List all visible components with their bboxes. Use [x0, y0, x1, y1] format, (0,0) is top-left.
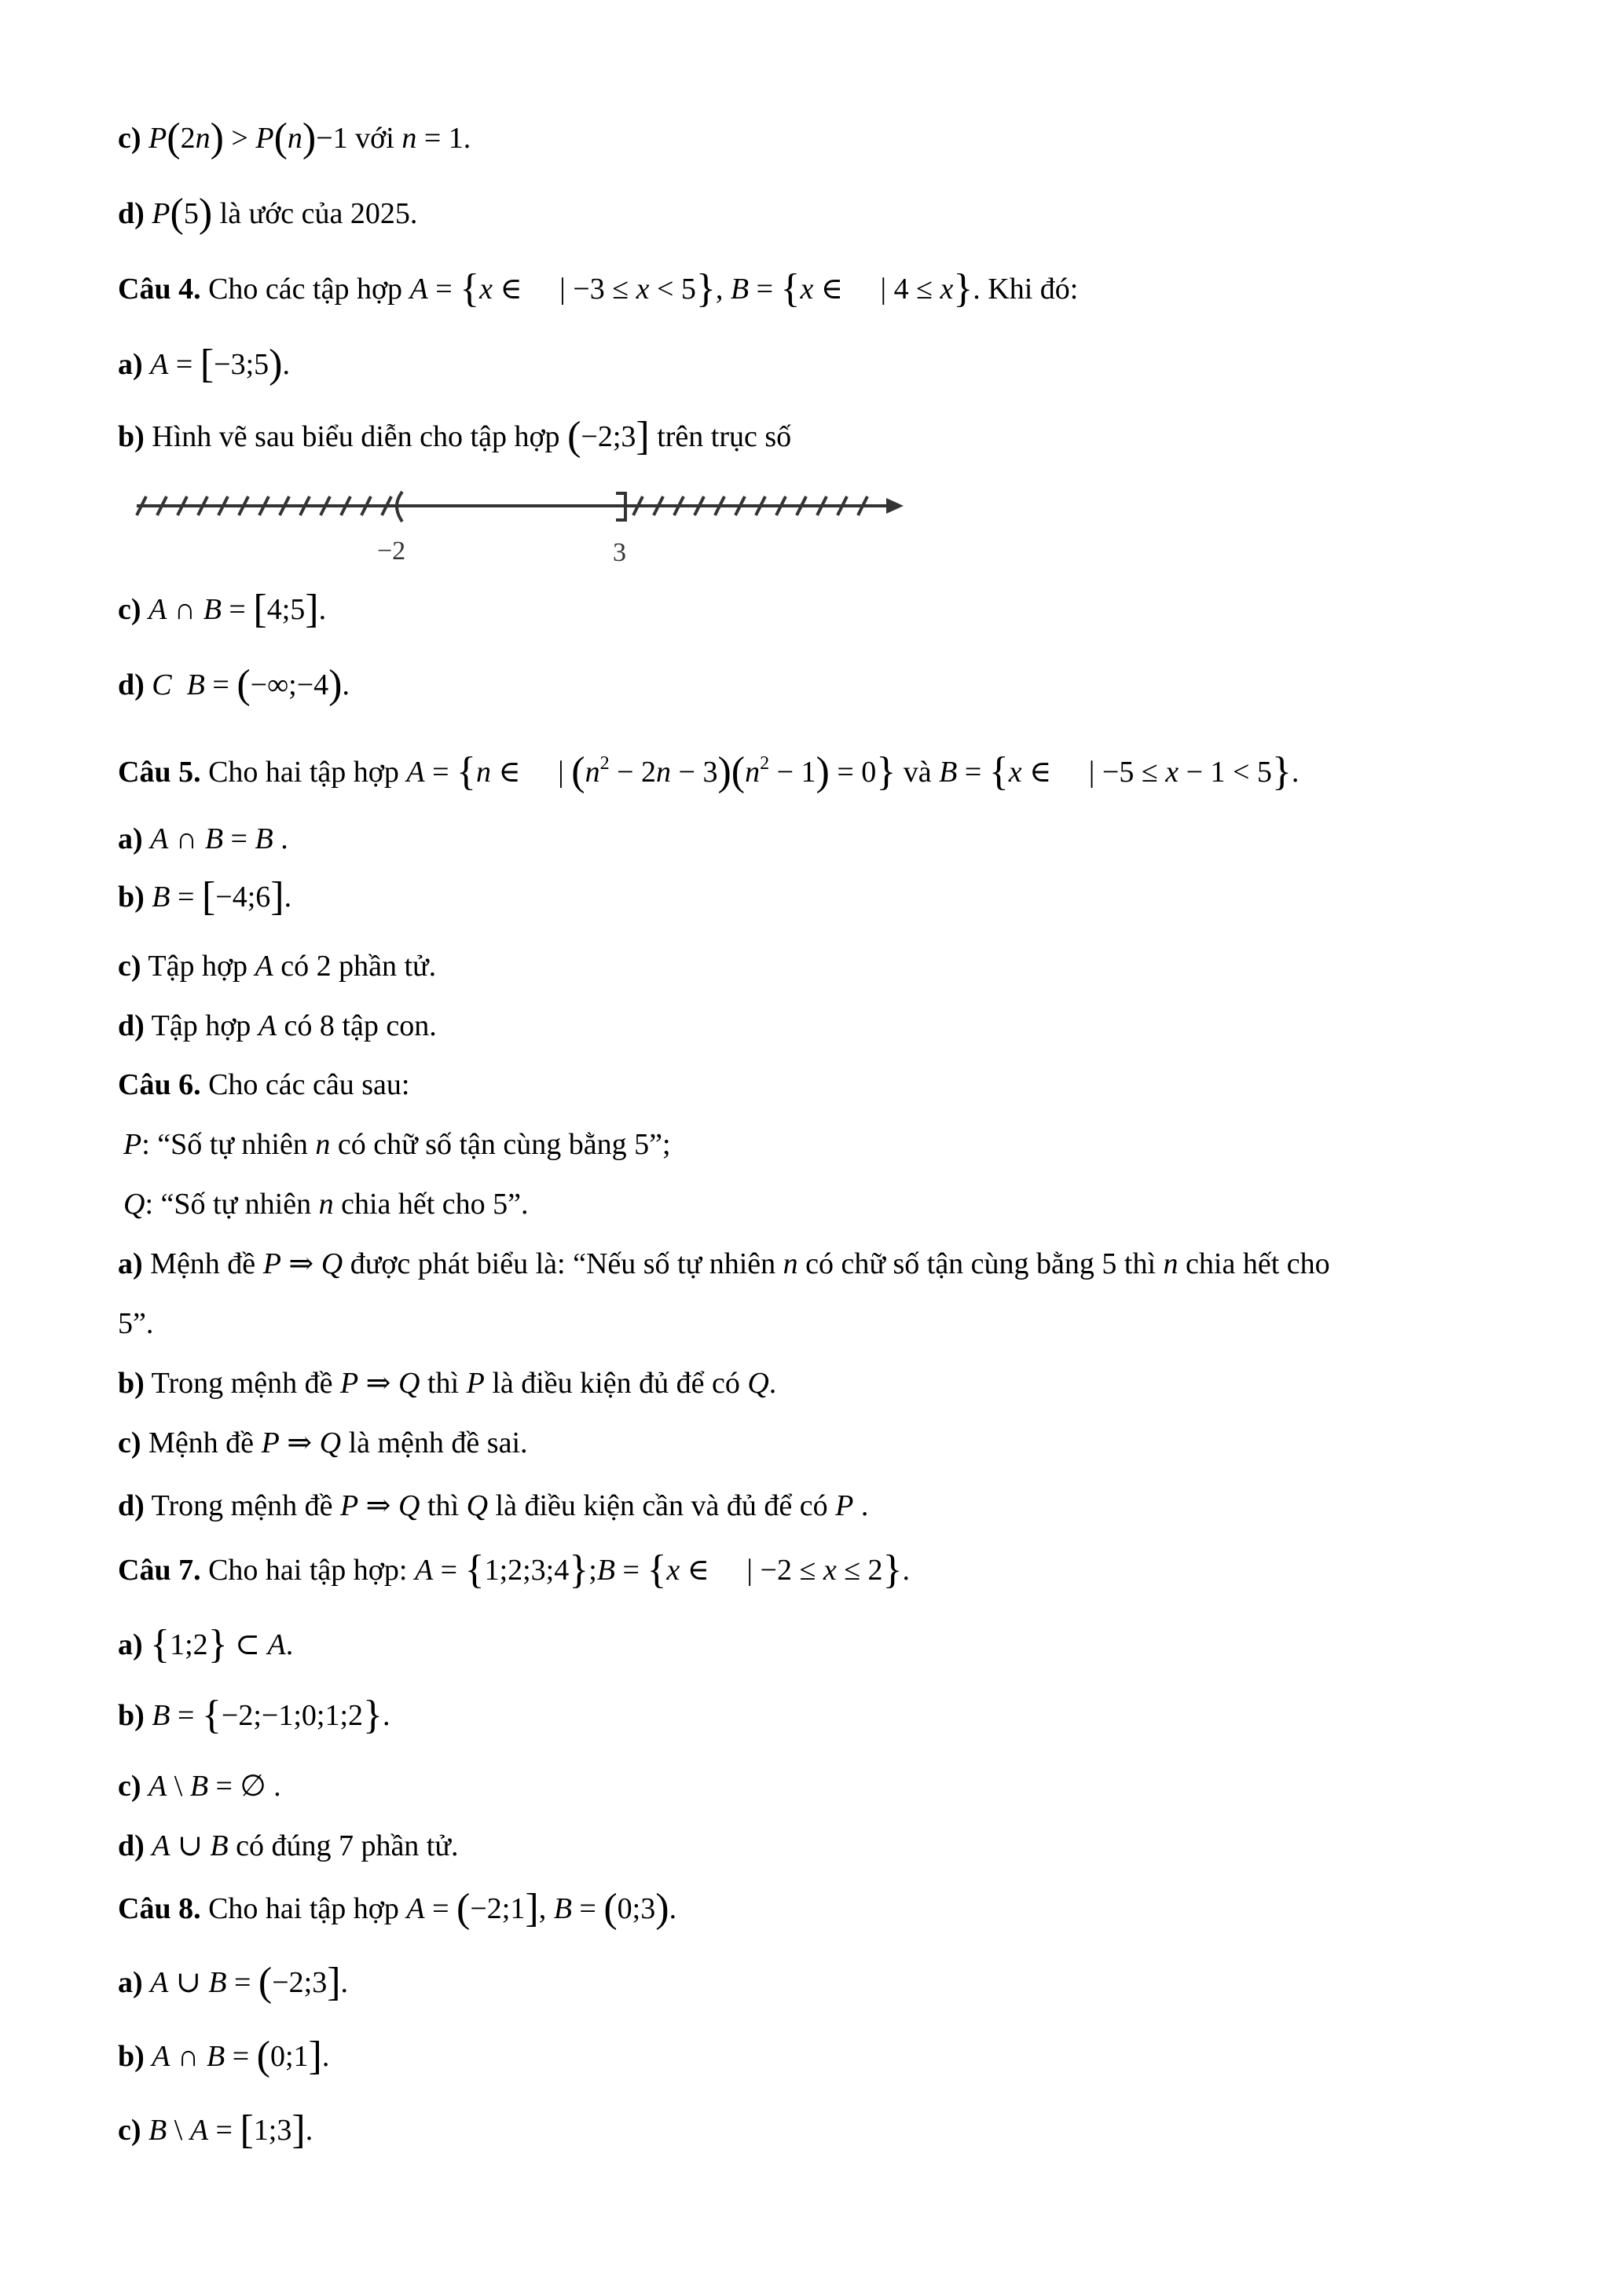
q7-item-c: c) A \ B = ∅ .: [118, 1770, 281, 1803]
question-label: Câu 8.: [118, 1892, 201, 1925]
q4-item-c: c) A ∩ B = [4;5].: [118, 587, 327, 632]
item-label: d): [118, 668, 145, 701]
item-label: b): [118, 881, 145, 914]
item-label: a): [118, 822, 143, 855]
q6-item-b: b) Trong mệnh đề P ⇒ Q thì P là điều kiện đủ để có Q.: [118, 1367, 777, 1400]
q4-item-a: a) A = [−3;5).: [118, 342, 290, 386]
item-label: c): [118, 1770, 141, 1803]
q7-item-d: d) A ∪ B có đúng 7 phần tử.: [118, 1829, 459, 1862]
q7-stem: Câu 7. Cho hai tập hợp: A = {1;2;3;4};B = {x ∈ | −2 ≤ x ≤ 2}.: [118, 1547, 911, 1592]
q7-item-b: b) B = {−2;−1;0;1;2}.: [118, 1693, 390, 1738]
q8-item-c: c) B \ A = [1;3].: [118, 2107, 313, 2152]
q5-item-a: a) A ∩ B = B .: [118, 822, 288, 855]
tick-label-left: −2: [377, 536, 406, 566]
item-label: b): [118, 1699, 145, 1732]
item-label: d): [118, 1829, 145, 1862]
item-label: c): [118, 2114, 141, 2147]
item-label: d): [118, 197, 145, 230]
item-label: c): [118, 593, 141, 626]
item-label: c): [118, 950, 141, 983]
item-label: b): [118, 2040, 145, 2073]
item-label: d): [118, 1009, 145, 1042]
q6-statement-q: Q: “Số tự nhiên n chia hết cho 5”.: [123, 1188, 529, 1221]
question-label: Câu 4.: [118, 273, 201, 306]
q8-stem: Câu 8. Cho hai tập hợp A = (−2;1], B = (0;3).: [118, 1886, 677, 1931]
q5-item-d: d) Tập hợp A có 8 tập con.: [118, 1009, 437, 1042]
q7-item-a: a) {1;2} ⊂ A.: [118, 1622, 294, 1667]
q6-item-c: c) Mệnh đề P ⇒ Q là mệnh đề sai.: [118, 1426, 528, 1459]
number-line-figure: [126, 481, 904, 567]
item-label: c): [118, 122, 141, 155]
q6-item-d: d) Trong mệnh đề P ⇒ Q thì Q là điều kiện cần và đủ để có P .: [118, 1489, 869, 1522]
question-label: Câu 7.: [118, 1554, 201, 1587]
q3-item-d: d) P(5) là ước của 2025.: [118, 191, 418, 236]
question-label: Câu 6.: [118, 1068, 201, 1101]
q8-item-a: a) A ∪ B = (−2;3].: [118, 1960, 349, 2005]
q5-item-b: b) B = [−4;6].: [118, 874, 292, 919]
q6-item-a: a) Mệnh đề P ⇒ Q được phát biểu là: “Nếu số tự nhiên n có chữ số tận cùng bằng 5 thì n chia hết cho: [118, 1247, 1330, 1280]
axis-arrow: [886, 498, 904, 514]
item-label: c): [118, 1426, 141, 1459]
item-label: a): [118, 348, 143, 381]
tick-label-right: 3: [613, 538, 626, 567]
q8-item-b: b) A ∩ B = (0;1].: [118, 2034, 330, 2078]
q5-stem: Câu 5. Cho hai tập hợp A = {n ∈ | $(n^2 - 2n - 3)(n^2 - 1) = 0$} và B = {x ∈ | −5 ≤ x − 1 < 5}.: [118, 749, 1300, 794]
q4-item-b: b) Hình vẽ sau biểu diễn cho tập hợp (−2;3] trên trục số: [118, 414, 792, 459]
q6-statement-p: P: “Số tự nhiên n có chữ số tận cùng bằng 5”;: [123, 1128, 671, 1161]
q6-item-a-continued: 5”.: [118, 1307, 154, 1340]
q5-item-c: c) Tập hợp A có 2 phần tử.: [118, 950, 437, 983]
item-label: a): [118, 1247, 143, 1280]
item-label: d): [118, 1489, 145, 1522]
item-label: a): [118, 1628, 143, 1661]
q3-item-c: c) P(2n) > P(n)−1 với n = 1.: [118, 115, 471, 160]
q6-stem: Câu 6. Cho các câu sau:: [118, 1068, 410, 1101]
q4-item-d: d) C B = (−∞;−4).: [118, 662, 350, 707]
item-label: b): [118, 420, 145, 453]
item-label: a): [118, 1966, 143, 1999]
question-label: Câu 5.: [118, 756, 201, 789]
q4-stem: Câu 4. Cho các tập hợp A = {x ∈ | −3 ≤ x < 5}, B = {x ∈ | 4 ≤ x}. Khi đó:: [118, 266, 1079, 311]
item-label: b): [118, 1367, 145, 1400]
